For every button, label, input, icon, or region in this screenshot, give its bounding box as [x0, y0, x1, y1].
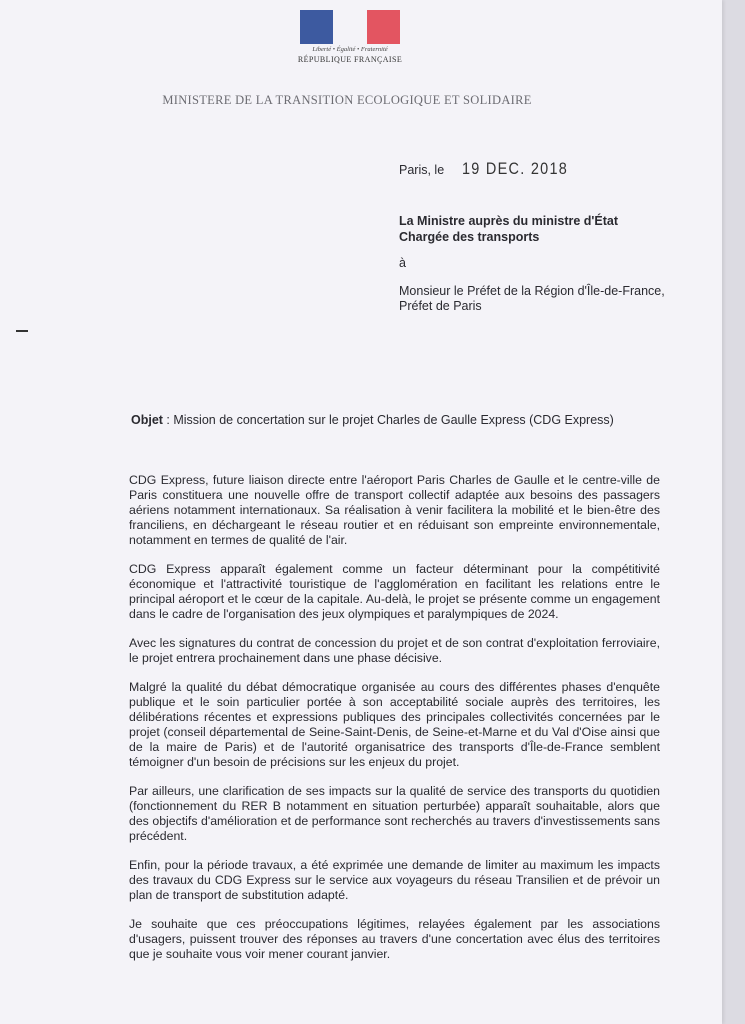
margin-mark: [16, 330, 28, 332]
date-prefix: Paris, le: [399, 163, 445, 177]
subject-label: Objet: [131, 413, 163, 427]
subject-line: [131, 413, 614, 427]
paragraph-3: Avec les signatures du contrat de concession du projet et de son contrat d'exploitation ferroviaire, le projet entrera prochainement dans une phase décisive.: [129, 636, 660, 665]
tricolor-flag-icon: [300, 10, 400, 44]
letter-body: [129, 473, 660, 976]
recipient-line-2: Préfet de Paris: [399, 299, 482, 313]
paragraph-5: Par ailleurs, une clarification de ses impacts sur la qualité de service des transports du quotidien (fonctionnement du RER B notamment en situation perturbée) apparaît souhaitable, alors que des objectifs d'amélioration et de performance sont recherchés au travers d'investissements sans précédent.: [129, 784, 660, 843]
to-word: à: [399, 256, 406, 270]
paragraph-2: CDG Express apparaît également comme un facteur déterminant pour la compétitivité économique et l'attractivité touristique de l'agglomération en facilitant les relations entre le principal aéroport et le cœur de la capitale. Au-delà, le projet se présente comme un engagement dans le cadre de l'organisation des jeux olympiques et paralympiques de 2024.: [129, 562, 660, 621]
marianne-logo: [297, 10, 403, 64]
date-stamp: 19 DEC. 2018: [462, 159, 569, 178]
date-line: [399, 159, 587, 179]
sender-line-1: La Ministre auprès du ministre d'État: [399, 214, 618, 228]
sender-block: [399, 213, 618, 245]
recipient-line-1: Monsieur le Préfet de la Région d'Île-de-France,: [399, 284, 665, 298]
paragraph-4: Malgré la qualité du débat démocratique organisée au cours des différentes phases d'enquête publique et le soin particulier portée à son acceptabilité sociale auprès des territoires, les délibérations récentes et expressions publiques des principales collectivités concernées par le projet (conseil départemental de Seine-Saint-Denis, de Seine-et-Marne et du Val d'Oise ainsi que de la maire de Paris) et de l'autorité organisatrice des transports d'Île-de-France semblent témoigner d'un besoin de précisions sur les enjeux du projet.: [129, 680, 660, 769]
ministry-title: MINISTERE DE LA TRANSITION ECOLOGIQUE ET SOLIDAIRE: [162, 93, 532, 107]
subject-text: : Mission de concertation sur le projet Charles de Gaulle Express (CDG Express): [162, 413, 614, 427]
recipient-block: [399, 284, 679, 314]
paragraph-6: Enfin, pour la période travaux, a été exprimée une demande de limiter au maximum les impacts des travaux du CDG Express sur le service aux voyageurs du réseau Transilien et de prévoir un plan de transport de substitution adapté.: [129, 858, 660, 902]
paragraph-1: CDG Express, future liaison directe entre l'aéroport Paris Charles de Gaulle et le centre-ville de Paris constituera une nouvelle offre de transport collectif adaptée aux besoins des passagers aériens notamment internationaux. Sa réalisation à venir facilitera la mobilité et le bien-être des franciliens, en déchargeant le réseau routier et en réduisant son empreinte environnementale, notamment en termes de qualité de l'air.: [129, 473, 660, 547]
motto: Liberté • Égalité • Fraternité: [312, 46, 388, 53]
republique-francaise: RÉPUBLIQUE FRANÇAISE: [297, 55, 403, 64]
paragraph-7: Je souhaite que ces préoccupations légitimes, relayées également par les associations d'usagers, puissent trouver des réponses au travers d'une concertation avec élus des territoires que je souhaite vous voir mener courant janvier.: [129, 917, 660, 961]
sender-line-2: Chargée des transports: [399, 230, 540, 244]
